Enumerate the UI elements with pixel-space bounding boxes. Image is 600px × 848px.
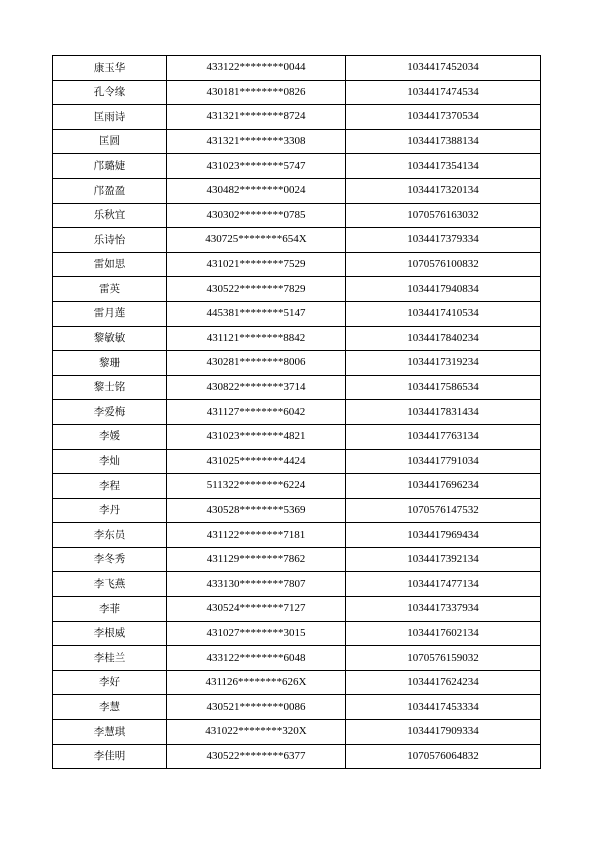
certificate-number-cell: 1034417392134 — [346, 547, 541, 572]
name-cell: 李慧 — [53, 695, 167, 720]
name-cell: 李程 — [53, 474, 167, 499]
id-number-cell: 431321********3308 — [167, 129, 346, 154]
id-number-cell: 431023********4821 — [167, 424, 346, 449]
table-row — [53, 178, 541, 203]
name-cell: 李丹 — [53, 498, 167, 523]
records-body — [53, 56, 541, 769]
name-cell: 雷英 — [53, 277, 167, 302]
id-number-cell: 431129********7862 — [167, 547, 346, 572]
name-cell: 李佳明 — [53, 744, 167, 769]
table-row — [53, 400, 541, 425]
certificate-number-cell: 1034417337934 — [346, 597, 541, 622]
table-row — [53, 228, 541, 253]
certificate-number-cell: 1034417453334 — [346, 695, 541, 720]
id-number-cell: 430528********5369 — [167, 498, 346, 523]
id-number-cell: 430521********0086 — [167, 695, 346, 720]
certificate-number-cell: 1070576064832 — [346, 744, 541, 769]
name-cell: 李根威 — [53, 621, 167, 646]
table-row — [53, 154, 541, 179]
table-row — [53, 695, 541, 720]
id-number-cell: 430524********7127 — [167, 597, 346, 622]
certificate-number-cell: 1070576100832 — [346, 252, 541, 277]
table-row — [53, 301, 541, 326]
id-number-cell: 431023********5747 — [167, 154, 346, 179]
certificate-number-cell: 1034417831434 — [346, 400, 541, 425]
table-row — [53, 474, 541, 499]
name-cell: 黎珊 — [53, 351, 167, 376]
certificate-number-cell: 1034417624234 — [346, 670, 541, 695]
id-number-cell: 431126********626X — [167, 670, 346, 695]
certificate-number-cell: 1034417370534 — [346, 105, 541, 130]
certificate-number-cell: 1034417909334 — [346, 720, 541, 745]
table-row — [53, 670, 541, 695]
id-number-cell: 431022********320X — [167, 720, 346, 745]
id-number-cell: 511322********6224 — [167, 474, 346, 499]
table-row — [53, 547, 541, 572]
id-number-cell: 430822********3714 — [167, 375, 346, 400]
certificate-number-cell: 1034417602134 — [346, 621, 541, 646]
name-cell: 李东员 — [53, 523, 167, 548]
table-row — [53, 203, 541, 228]
name-cell: 李爱梅 — [53, 400, 167, 425]
table-row — [53, 744, 541, 769]
certificate-number-cell: 1034417319234 — [346, 351, 541, 376]
table-row — [53, 572, 541, 597]
table-row — [53, 621, 541, 646]
name-cell: 李灿 — [53, 449, 167, 474]
name-cell: 雷月莲 — [53, 301, 167, 326]
name-cell: 黎敏敏 — [53, 326, 167, 351]
certificate-number-cell: 1070576163032 — [346, 203, 541, 228]
name-cell: 乐秋宜 — [53, 203, 167, 228]
records-table — [52, 55, 541, 769]
name-cell: 邝璐婕 — [53, 154, 167, 179]
certificate-number-cell: 1034417410534 — [346, 301, 541, 326]
name-cell: 乐诗怡 — [53, 228, 167, 253]
certificate-number-cell: 1034417696234 — [346, 474, 541, 499]
certificate-number-cell: 1034417969434 — [346, 523, 541, 548]
name-cell: 李冬秀 — [53, 547, 167, 572]
certificate-number-cell: 1034417586534 — [346, 375, 541, 400]
certificate-number-cell: 1034417379334 — [346, 228, 541, 253]
name-cell: 李好 — [53, 670, 167, 695]
certificate-number-cell: 1034417763134 — [346, 424, 541, 449]
id-number-cell: 431027********3015 — [167, 621, 346, 646]
id-number-cell: 430181********0826 — [167, 80, 346, 105]
name-cell: 李菲 — [53, 597, 167, 622]
id-number-cell: 433122********6048 — [167, 646, 346, 671]
certificate-number-cell: 1034417388134 — [346, 129, 541, 154]
table-row — [53, 129, 541, 154]
id-number-cell: 430522********7829 — [167, 277, 346, 302]
table-row — [53, 277, 541, 302]
name-cell: 李飞燕 — [53, 572, 167, 597]
id-number-cell: 445381********5147 — [167, 301, 346, 326]
id-number-cell: 431127********6042 — [167, 400, 346, 425]
table-row — [53, 326, 541, 351]
table-row — [53, 80, 541, 105]
id-number-cell: 430725********654X — [167, 228, 346, 253]
certificate-number-cell: 1034417791034 — [346, 449, 541, 474]
certificate-number-cell: 1070576159032 — [346, 646, 541, 671]
id-number-cell: 433122********0044 — [167, 56, 346, 81]
name-cell: 李桂兰 — [53, 646, 167, 671]
id-number-cell: 431321********8724 — [167, 105, 346, 130]
name-cell: 雷如思 — [53, 252, 167, 277]
table-row — [53, 646, 541, 671]
name-cell: 黎士铭 — [53, 375, 167, 400]
name-cell: 邝盈盈 — [53, 178, 167, 203]
table-row — [53, 523, 541, 548]
certificate-number-cell: 1070576147532 — [346, 498, 541, 523]
certificate-number-cell: 1034417474534 — [346, 80, 541, 105]
id-number-cell: 430281********8006 — [167, 351, 346, 376]
id-number-cell: 431121********8842 — [167, 326, 346, 351]
id-number-cell: 431021********7529 — [167, 252, 346, 277]
id-number-cell: 431025********4424 — [167, 449, 346, 474]
id-number-cell: 430522********6377 — [167, 744, 346, 769]
table-row — [53, 449, 541, 474]
table-row — [53, 375, 541, 400]
certificate-number-cell: 1034417354134 — [346, 154, 541, 179]
id-number-cell: 431122********7181 — [167, 523, 346, 548]
table-row — [53, 56, 541, 81]
name-cell: 孔令缘 — [53, 80, 167, 105]
name-cell: 李慧琪 — [53, 720, 167, 745]
id-number-cell: 430302********0785 — [167, 203, 346, 228]
table-row — [53, 424, 541, 449]
id-number-cell: 433130********7807 — [167, 572, 346, 597]
name-cell: 匡圆 — [53, 129, 167, 154]
name-cell: 李媛 — [53, 424, 167, 449]
certificate-number-cell: 1034417452034 — [346, 56, 541, 81]
table-row — [53, 720, 541, 745]
table-row — [53, 105, 541, 130]
certificate-number-cell: 1034417940834 — [346, 277, 541, 302]
id-number-cell: 430482********0024 — [167, 178, 346, 203]
table-row — [53, 252, 541, 277]
table-row — [53, 351, 541, 376]
certificate-number-cell: 1034417320134 — [346, 178, 541, 203]
name-cell: 康玉华 — [53, 56, 167, 81]
table-row — [53, 597, 541, 622]
name-cell: 匡雨诗 — [53, 105, 167, 130]
certificate-number-cell: 1034417477134 — [346, 572, 541, 597]
table-row — [53, 498, 541, 523]
certificate-number-cell: 1034417840234 — [346, 326, 541, 351]
